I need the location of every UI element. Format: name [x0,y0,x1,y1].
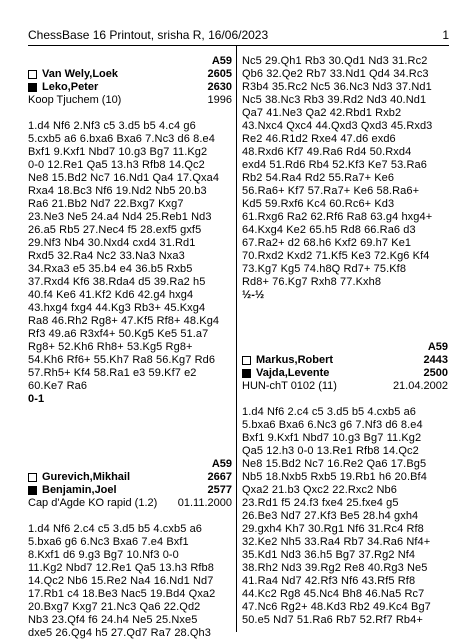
event-date: 21.04.2002 [392,380,448,392]
move-line: Nc5 29.Qh1 Rb3 30.Qd1 Nd3 31.Rc2 [242,55,428,67]
move-line: Re2 46.R1d2 Rxe4 47.d6 exd6 [242,133,396,145]
move-line: 20.Bxg7 Kxg7 21.Nc3 Qa6 22.Qd2 [28,601,201,613]
move-line: Rd8+ 76.Kg7 Rxh8 77.Kxh8 [242,276,382,288]
move-line: 17.Rb1 c4 18.Be3 Nac5 19.Bd4 Qxa2 [28,588,216,600]
black-player-row [28,484,232,497]
move-line: 29.gxh4 Kh7 30.Rg1 Nf6 31.Rc4 Rf8 [242,523,424,535]
black-elo: 2500 [423,367,448,379]
white-elo: 2667 [207,471,232,483]
black-player-name: Benjamin,Joel [42,484,117,496]
move-line: 11.Kg2 Nbd7 12.Re1 Qa5 13.h3 Rfb8 [28,562,214,574]
move-line: Bxf1 9.Kxf1 Nbd7 10.g3 Bg7 11.Kg2 [28,146,208,158]
game-markus-vajda [242,341,448,627]
white-player-name: Van Wely,Loek [42,68,119,80]
move-line: 44.Kc2 Rg8 45.Nc4 Bh8 46.Na5 Rc7 [242,588,425,600]
move-line: Rg8+ 52.Kh6 Rh8+ 53.Kg5 Rg8+ [28,341,193,353]
move-line: 43.hxg4 fxg4 44.Kg3 Rb3+ 45.Kxg4 [28,302,206,314]
event-row [28,497,232,510]
move-line: Ra8 46.Rh2 Rg8+ 47.Kf5 Rf8+ 48.Kg4 [28,315,220,327]
move-line: Nb3 23.Qf4 f6 24.h4 Ne5 25.Nxe5 [28,614,198,626]
move-line: Kd5 59.Rxf6 Kc4 60.Rc6+ Kd3 [242,198,395,210]
move-line: Qb6 32.Qe2 Rb7 33.Nd1 Qd4 34.Rc3 [242,68,429,80]
move-line: Ne8 15.Bd2 Nc7 16.Re2 Qa6 17.Bg5 [242,458,427,470]
black-player-row [28,81,232,94]
white-elo: 2443 [423,354,448,366]
event-name: Cap d'Agde KO rapid (1.2) [28,497,158,509]
header-rule [28,45,449,46]
move-line: 26.Be3 Nd7 27.Kf3 Be5 28.h4 gxh4 [242,510,419,522]
move-line: Ra6 21.Bb2 Nd7 22.Bxg7 Kxg7 [28,198,184,210]
move-line: Rf3 49.a6 R3xf4+ 50.Kg5 Ke5 51.a7 [28,328,209,340]
white-player [28,68,118,81]
move-line: 23.Ne3 Ne5 24.a4 Nd4 25.Reb1 Nd3 [28,211,212,223]
white-square-icon [28,473,37,482]
move-line: 73.Kg7 Kg5 74.h8Q Rd7+ 75.Kf8 [242,263,407,275]
move-list [28,120,232,406]
event-name: HUN-chT 0102 (11) [242,380,337,392]
game-gurevich-benjamin-continued [242,55,448,302]
move-line: 56.Ra6+ Kf7 57.Ra7+ Ke6 58.Ra6+ [242,185,420,197]
move-line: 64.Kxg4 Ke2 65.h5 Rd8 66.Ra6 d3 [242,224,416,236]
move-line: 5.cxb5 a6 6.bxa6 Bxa6 7.Nc3 d6 8.e4 [28,133,215,145]
move-line: 60.Ke7 Ra6 [28,380,88,392]
move-line: 5.bxa6 Bxa6 6.Nc3 g6 7.Nf3 d6 8.e4 [242,419,423,431]
move-line: exd4 51.Rd6 Rb4 52.Kf3 Ke7 53.Ra6 [242,159,427,171]
white-player-name: Markus,Robert [256,354,334,366]
game-van-wely-leko [28,55,232,406]
move-line: 57.Rh5+ Kf4 58.Ra1 e3 59.Kf7 e2 [28,367,197,379]
black-player [242,367,329,380]
white-elo: 2605 [207,68,232,80]
white-square-icon [28,70,37,79]
move-line: 43.Nxc4 Qxc4 44.Qxd3 Qxd3 45.Rxd3 [242,120,433,132]
eco-code: A59 [211,55,232,67]
white-square-icon [242,356,251,365]
move-line: dxe5 26.Qg4 h5 27.Qd7 Ra7 28.Qh3 [28,627,211,639]
move-line: Rxd5 32.Ra4 Nc2 33.Na3 Nxa3 [28,250,185,262]
move-line: 32.Ke2 Nh5 33.Ra4 Rb7 34.Ra6 Nf4+ [242,536,431,548]
move-line: Qa7 41.Ne3 Qa2 42.Rbd1 Rxb2 [242,107,402,119]
move-list [242,55,448,302]
move-line: Qxa2 21.b3 Qxc2 22.Rxc2 Nb6 [242,484,397,496]
move-line: Nb5 18.Nxb5 Rxb5 19.Rb1 h6 20.Bf4 [242,471,427,483]
eco-code: A59 [427,341,448,353]
black-player-row [242,367,448,380]
white-player-name: Gurevich,Mikhail [42,471,131,483]
column-divider [236,46,237,632]
move-line: Rxa4 18.Bc3 Nf6 19.Nd2 Nb5 20.b3 [28,185,207,197]
move-line: 26.a5 Rb5 27.Nec4 f5 28.exf5 gxf5 [28,224,202,236]
move-line: 1.d4 Nf6 2.Nf3 c5 3.d5 b5 4.c4 g6 [28,120,196,132]
move-line: 1.d4 Nf6 2.c4 c5 3.d5 b5 4.cxb5 a6 [28,523,203,535]
black-square-icon [28,83,37,92]
black-elo: 2630 [207,81,232,93]
white-player-row [28,68,232,81]
move-line: 40.f4 Ke6 41.Kf2 Kd6 42.g4 hxg4 [28,289,194,301]
eco-code: A59 [211,458,232,470]
move-line: 67.Ra2+ d2 68.h6 Kxf2 69.h7 Ke1 [242,237,412,249]
move-line: 54.Kh6 Rf6+ 55.Kh7 Ra8 56.Kg7 Rd6 [28,354,216,366]
page-number: 1 [442,28,449,42]
event-row [242,380,448,393]
move-line: 23.Rd1 f5 24.f3 fxe4 25.fxe4 g5 [242,497,399,509]
black-player-name: Leko,Peter [42,81,99,93]
game-result: ½-½ [242,289,265,301]
move-line: 34.Rxa3 e5 35.b4 e4 36.b5 Rxb5 [28,263,193,275]
left-column [28,55,232,640]
right-column [242,55,448,627]
move-line: 14.Qc2 Nb6 15.Re2 Na4 16.Nd1 Nd7 [28,575,214,587]
move-list [242,406,448,627]
event-date: 01.11.2000 [177,497,232,509]
event-date: 1996 [207,94,232,106]
move-line: R3b4 35.Rc2 Nc5 36.Nc3 Nd3 37.Nd1 [242,81,432,93]
move-line: Qa5 12.h3 0-0 13.Re1 Rfb8 14.Qc2 [242,445,419,457]
move-list [28,523,232,640]
move-line: Rb2 54.Ra4 Rd2 55.Ra7+ Ke6 [242,172,395,184]
move-line: 50.e5 Nd7 51.Ra6 Rb7 52.Rf7 Rb4+ [242,614,423,626]
event-row [28,94,232,107]
move-line: 41.Ra4 Nd7 42.Rf3 Nf6 43.Rf5 Rf8 [242,575,416,587]
white-player [242,354,333,367]
page-header [28,28,449,43]
black-elo: 2577 [207,484,232,496]
move-line: 29.Nf3 Nb4 30.Nxd4 cxd4 31.Rd1 [28,237,196,249]
white-player-row [242,354,448,367]
white-player [28,471,130,484]
move-line: 37.Rxd4 Kf6 38.Rda4 d5 39.Ra2 h5 [28,276,206,288]
move-line: 0-0 12.Re1 Qa5 13.h3 Rfb8 14.Qc2 [28,159,205,171]
event-name: Koop Tjuchem (10) [28,94,122,106]
move-line: 5.bxa6 g6 6.Nc3 Bxa6 7.e4 Bxf1 [28,536,189,548]
black-player-name: Vajda,Levente [256,367,330,379]
game-result: 0-1 [28,393,45,405]
move-line: 8.Kxf1 d6 9.g3 Bg7 10.Nf3 0-0 [28,549,179,561]
move-line: Bxf1 9.Kxf1 Nbd7 10.g3 Bg7 11.Kg2 [242,432,422,444]
printout-title: ChessBase 16 Printout, srisha R, 16/06/2023 [28,28,269,42]
game-gurevich-benjamin [28,458,232,640]
move-line: 38.Rh2 Nd3 39.Rg2 Re8 40.Rg3 Ne5 [242,562,428,574]
white-player-row [28,471,232,484]
move-line: 61.Rxg6 Ra2 62.Rf6 Ra8 63.g4 hxg4+ [242,211,433,223]
move-line: 35.Kd1 Nd3 36.h5 Bg7 37.Rg2 Nf4 [242,549,416,561]
move-line: 70.Rxd2 Kxd2 71.Kf5 Ke3 72.Kg6 Kf4 [242,250,430,262]
move-line: Nc5 38.Nc3 Rb3 39.Rd2 Nd3 40.Nd1 [242,94,427,106]
move-line: 1.d4 Nf6 2.c4 c5 3.d5 b5 4.cxb5 a6 [242,406,417,418]
black-player [28,484,117,497]
move-line: 47.Nc6 Rg2+ 48.Kd3 Rb2 49.Kc4 Bg7 [242,601,431,613]
black-player [28,81,98,94]
black-square-icon [242,369,251,378]
move-line: Ne8 15.Bd2 Nc7 16.Nd1 Qa4 17.Qxa4 [28,172,220,184]
move-line: 48.Rxd6 Kf7 49.Ra6 Rd4 50.Rxd4 [242,146,412,158]
black-square-icon [28,486,37,495]
